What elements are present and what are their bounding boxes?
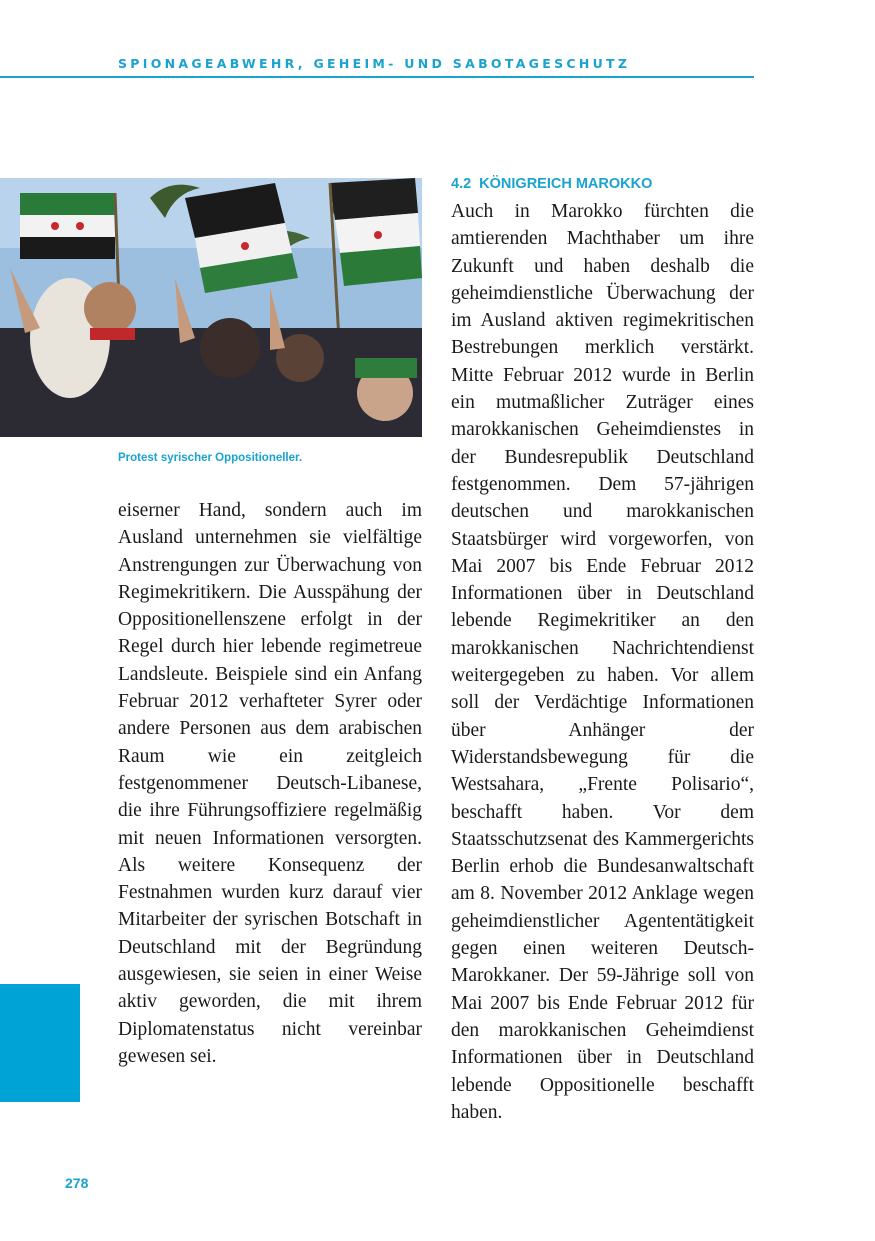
protest-crowd-with-flags-photo bbox=[0, 178, 422, 437]
header-rule bbox=[0, 76, 754, 78]
chapter-side-tab bbox=[0, 984, 80, 1102]
syrian-opposition-flag bbox=[330, 178, 422, 286]
section-title: KÖNIGREICH MAROKKO bbox=[479, 176, 653, 192]
running-header: SPIONAGEABWEHR, GEHEIM- UND SABOTAGESCHUTZ bbox=[118, 56, 631, 71]
page-number: 278 bbox=[65, 1175, 89, 1191]
figure-caption: Protest syrischer Oppositioneller. bbox=[118, 452, 303, 464]
right-column-text: Auch in Marokko fürchten die amtierenden Machthaber um ihre Zukunft und haben deshalb die geheimdienstliche Überwachung der im Ausland aktiven regimekritischen Bestrebungen merklich verstärkt. Mitte Februar 2012 wurde in Berlin ein mutmaßlicher Zuträger eines marokkanischen Geheimdienstes in der Bundesrepublik Deutschland festgenommen. Dem 57-jährigen deutschen und marokkanischen Staatsbürger wird vorgeworfen, von Mai 2007 bis Ende Februar 2012 Informationen über in Deutschland lebende Regimekritiker an den marokkanischen Nachrichtendienst weitergegeben zu haben. Vor allem soll der Verdächtige Informationen über Anhänger der Widerstandsbewegung für die Westsahara, „Frente Polisario“, beschafft haben. Vor dem Staatsschutzsenat des Kammergerichts Berlin erhob die Bundesanwaltschaft am 8. November 2012 Anklage wegen geheimdienstlicher Agententätigkeit gegen einen weiteren Deutsch-Marokkaner. Der 59-Jährige soll von Mai 2007 bis Ende Februar 2012 für den marokkanischen Geheimdienst Informationen über in Deutschland lebende Oppositionelle beschafft haben. bbox=[451, 201, 754, 1123]
section-heading bbox=[451, 176, 652, 192]
section-number: 4.2 bbox=[451, 176, 472, 192]
syrian-opposition-flag bbox=[20, 193, 115, 259]
protest-photo bbox=[0, 178, 422, 437]
left-column-text: eiserner Hand, sondern auch im Ausland unternehmen sie vielfältige Anstrengungen zur Überwachung von Regimekritikern. Die Ausspähung der Oppositionellenszene erfolgt in der Regel durch hier lebende regimetreue Landsleute. Beispiele sind ein Anfang Februar 2012 verhafteter Syrer oder andere Personen aus dem arabischen Raum wie ein zeitgleich festgenommener Deutsch-Libanese, die ihre Führungsoffiziere regelmäßig mit neuen Informationen versorgten. Als weitere Konsequenz der Festnahmen wurden kurz darauf vier Mitarbeiter der syrischen Botschaft in Deutschland mit der Begründung ausgewiesen, sie seien in einer Weise aktiv geworden, die mit ihrem Diplomatenstatus nicht vereinbar gewesen sei. bbox=[118, 500, 422, 1067]
